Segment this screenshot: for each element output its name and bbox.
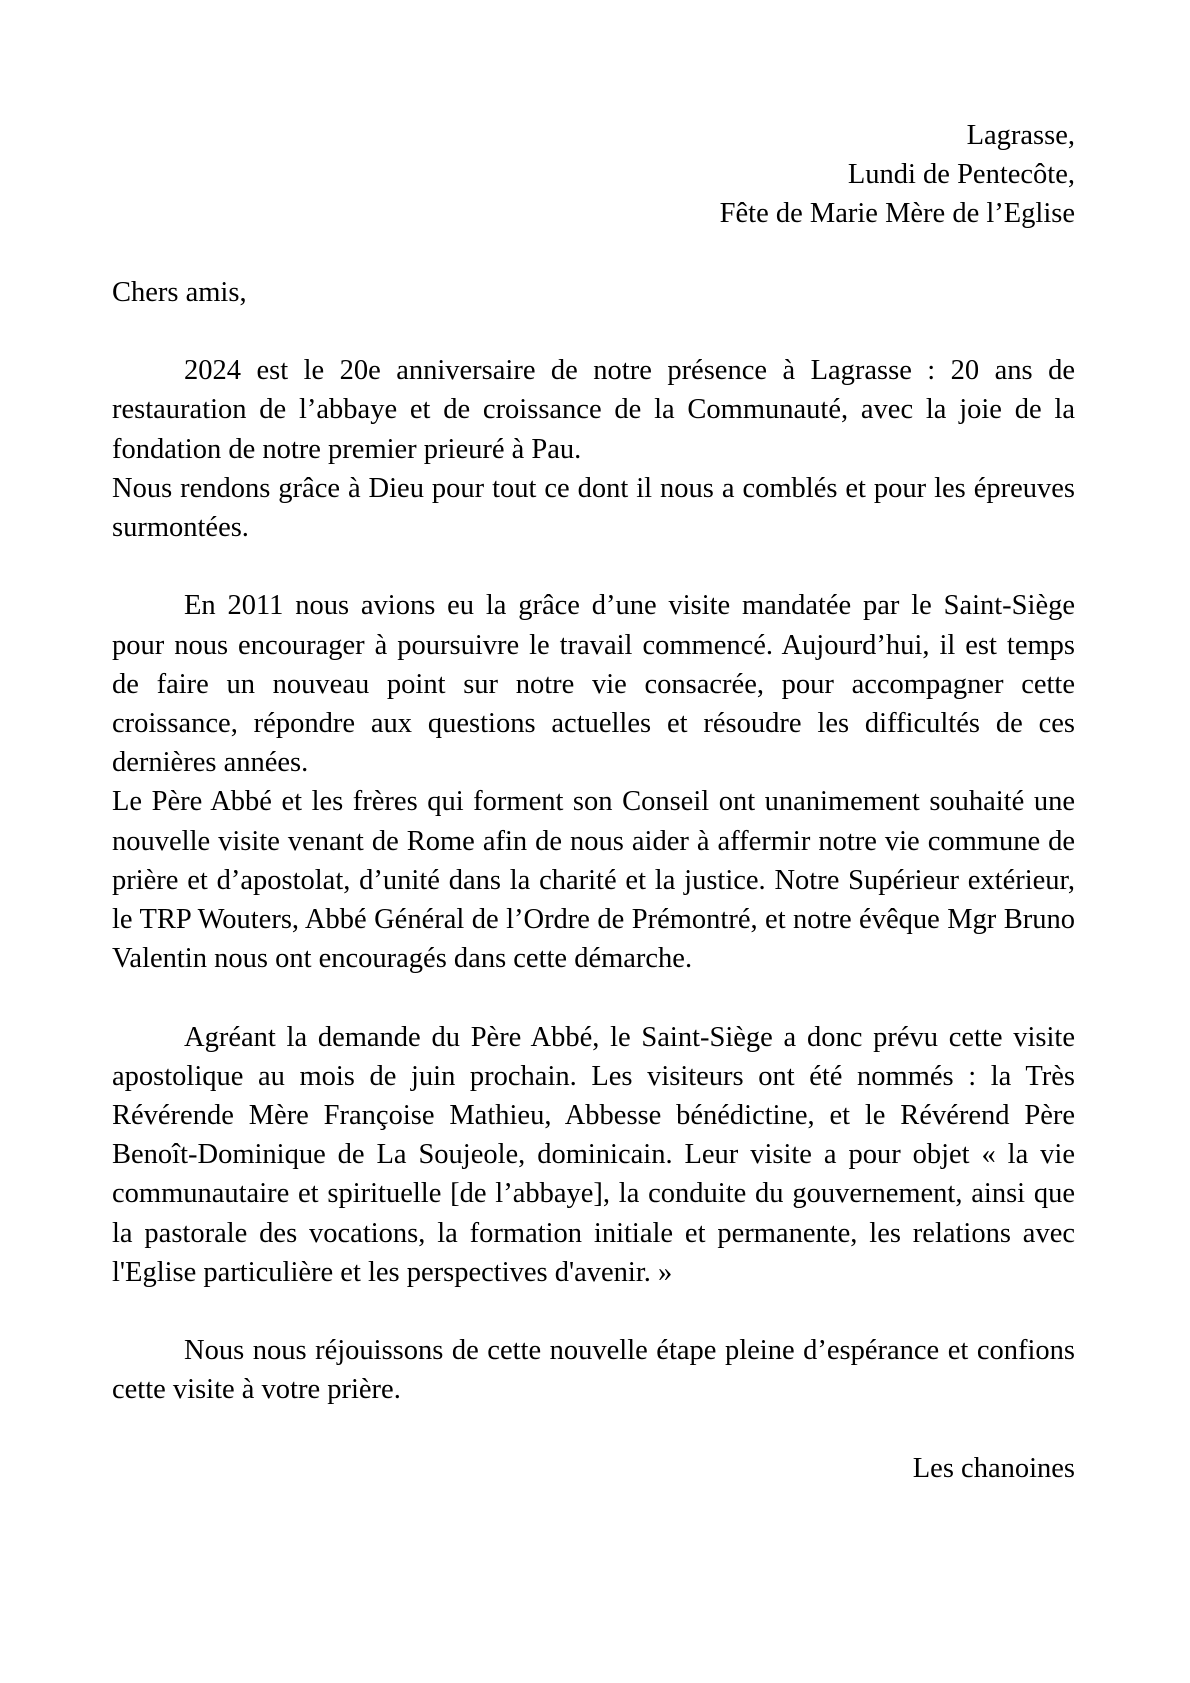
dateline-place: Lagrasse,	[966, 120, 1075, 151]
paragraph-2011-visit: En 2011 nous avions eu la grâce d’une visite mandatée par le Saint-Siège pour nous encourager à poursuivre le travail commencé. Aujourd’hui, il est temps de faire un nouveau point sur notre vie consacrée, pour accompagner cette croissance, répondre aux questions actuelles et résoudre les difficultés de ces dernières années.	[112, 590, 1075, 779]
salutation: Chers amis,	[112, 276, 247, 308]
dateline-feast: Fête de Marie Mère de l’Eglise	[719, 198, 1075, 230]
paragraph-anniversary: 2024 est le 20e anniversaire de notre présence à Lagrasse : 20 ans de restauration de l’abbaye et de croissance de la Communauté, avec la joie de la fondation de notre premier prieuré à Pau.	[112, 355, 1075, 465]
dateline-day: Lundi de Pentecôte,	[847, 159, 1075, 191]
letter-dateline	[112, 116, 1075, 234]
signature: Les chanoines	[912, 1452, 1075, 1484]
paragraph-apostolic-visit: Agréant la demande du Père Abbé, le Saint-Siège a donc prévu cette visite apostolique au mois de juin prochain. Les visiteurs ont été nommés : la Très Révérende Mère Françoise Mathieu, Abbesse bénédictine, et le Révérend Père Benoît-Dominique de La Soujeole, dominicain. Leur visite a pour objet « la vie communautaire et spirituelle [de l’abbaye], la conduite du gouvernement, ainsi que la pastorale des vocations, la formation initiale et permanente, les relations avec l'Eglise particulière et les perspectives d'avenir. »	[112, 1021, 1075, 1288]
paragraph-thanksgiving: Nous rendons grâce à Dieu pour tout ce dont il nous a comblés et pour les épreuves surmontées.	[112, 472, 1075, 543]
paragraph-council-wish: Le Père Abbé et les frères qui forment son Conseil ont unanimement souhaité une nouvelle visite venant de Rome afin de nous aider à affermir notre vie commune de prière et d’apostolat, d’unité dans la charité et la justice. Notre Supérieur extérieur, le TRP Wouters, Abbé Général de l’Ordre de Prémontré, et notre évêque Mgr Bruno Valentin nous ont encouragés dans cette démarche.	[112, 786, 1075, 975]
paragraph-closing: Nous nous réjouissons de cette nouvelle étape pleine d’espérance et confions cette visite à votre prière.	[112, 1335, 1075, 1406]
